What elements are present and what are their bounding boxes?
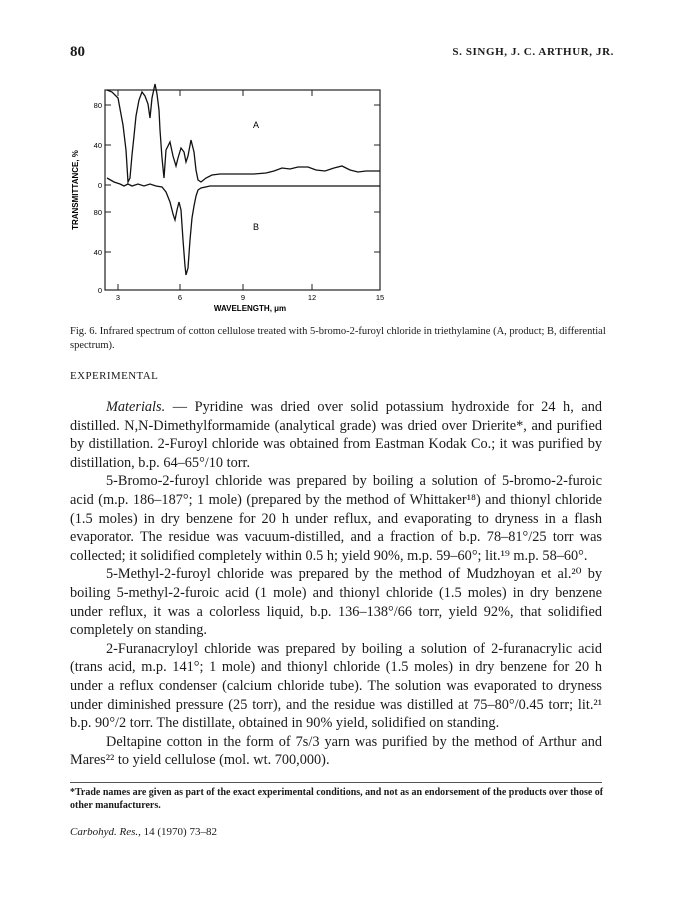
x-tick-3: 3 [115,293,121,302]
paragraph-lead: Materials. [106,399,166,415]
footnote: *Trade names are given as part of the exact experimental conditions, and not as an endorsement of the products over those of other manufacturers. [70,787,604,811]
y-tick-upper-0: 0 [97,181,102,190]
journal-citation: , 14 (1970) 73–82 [138,826,217,838]
curve-label-a: A [252,120,260,130]
ir-spectrum-figure [60,70,420,315]
paragraph-methyl-furoyl: 5-Methyl-2-furoyl chloride was prepared by the method of Mudzhoyan et al.²⁰ by boiling 5-methyl-2-furoic acid (1 mole) and thionyl chloride (1.5 moles) in dry benzene under reflux, it was a colorless liquid, b.p. 136–138°/66 torr, yield 92%, that solidified completely on standing. [70,566,602,639]
y-axis-label: TRANSMITTANCE, % [71,150,80,230]
running-head: S. SINGH, J. C. ARTHUR, JR. [452,46,614,58]
paragraph-text: — Pyridine was dried over solid potassium hydroxide for 24 h, and distilled. N,N-Dimethylformamide (analytical grade) was dried over Drierite*, and purified by distillation. 2-Furoyl chloride was obtained from Eastman Kodak Co.; it was purified by distillation, b.p. 64–65°/10 torr. [70,399,602,471]
x-axis-label: WAVELENGTH, μm [213,304,287,313]
x-tick-15: 15 [375,293,385,302]
paragraph-materials [70,398,602,472]
paragraph-bromo-furoyl: 5-Bromo-2-furoyl chloride was prepared by boiling a solution of 5-bromo-2-furoic acid (m.p. 186–187°; 1 mole) (prepared by the method of Whittaker¹⁸) and thionyl chloride (1.5 moles) in dry benzene for 20 h under reflux, and evaporating to dryness in a flash evaporator. The residue was vacuum-distilled, and a fraction of b.p. 78–81°/25 torr was collected; it solidified completely within 0.5 h; yield 90%, m.p. 59–60°; lit.¹⁹ m.p. 58–60°. [70,473,602,564]
y-tick-lower-40: 40 [93,248,102,257]
plot-frame [105,90,380,290]
paragraph-furanacryloyl: 2-Furanacryloyl chloride was prepared by boiling a solution of 2-furanacrylic acid (trans acid, m.p. 141°; 1 mole) and thionyl chloride (1.5 moles) in dry benzene for 20 h under a reflux condenser (calcium chloride tube). The solution was evaporated to dryness under diminished pressure (25 torr), and the residue was distilled at 75–80°/0.45 torr; lit.²¹ b.p. 90°/2 torr. The distillate, obtained in 90% yield, solidified on standing. [70,640,602,732]
y-tick-lower-0: 0 [97,286,102,295]
body-text [70,398,602,770]
y-tick-upper-80: 80 [93,101,102,110]
figure-caption: Fig. 6. Infrared spectrum of cotton cellulose treated with 5-bromo-2-furoyl chloride in triethylamine (A, product; B, differential spectrum). [70,326,606,351]
journal-name: Carbohyd. Res. [70,826,139,838]
footnote-rule [70,782,602,783]
y-tick-upper-40: 40 [93,141,102,150]
x-tick-12: 12 [307,293,317,302]
spectrum-curve-b [107,178,380,275]
section-heading: EXPERIMENTAL [70,370,159,382]
journal-reference [70,826,217,838]
y-tick-lower-80: 80 [93,208,102,217]
curve-label-b: B [252,222,260,232]
page-number: 80 [70,44,85,60]
x-tick-9: 9 [240,293,246,302]
paragraph-deltapine: Deltapine cotton in the form of 7s/3 yarn was purified by the method of Arthur and Mares²² to yield cellulose (mol. wt. 700,000). [70,733,602,769]
spectrum-curve-a [107,84,380,182]
x-tick-6: 6 [177,293,183,302]
